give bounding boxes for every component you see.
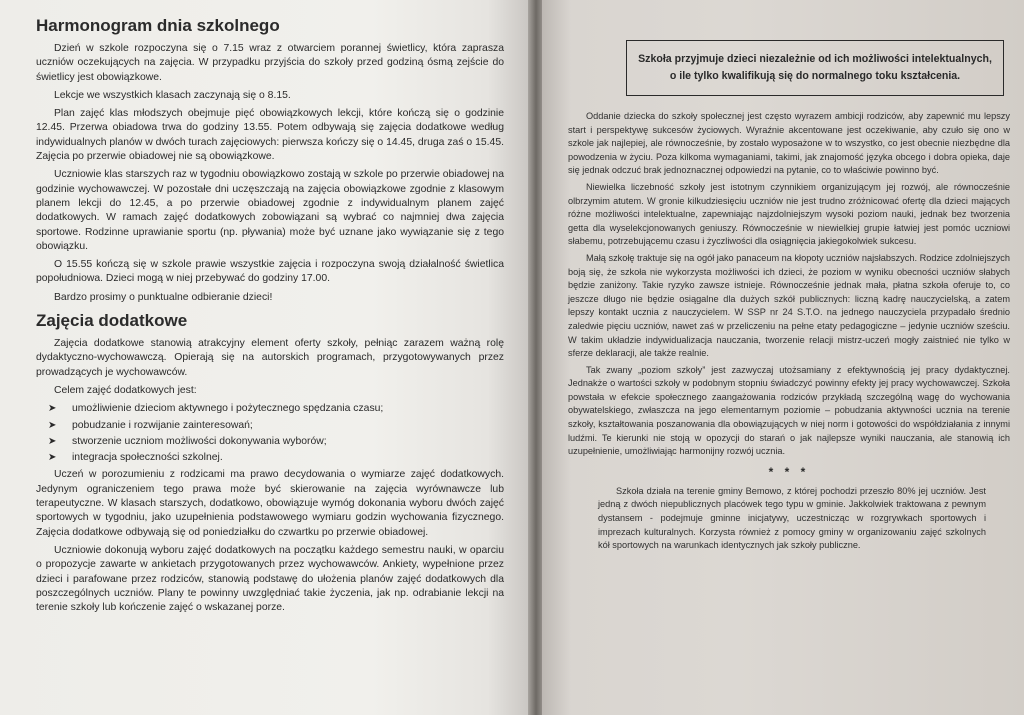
paragraph: Tak zwany „poziom szkoły” jest zazwyczaj utożsamiany z efektywnością jej pracy dydaktycznej. Jednakże o wartości szkoły w podobnym stopniu świadczyć powinny efekty jej pracy wychowawczej. Szkoła powstała w efekcie społecznego zaangażowania rodziców przykładą szczególną wagę do wychowania obywatelskiego, zwłaszcza na jego elementarnym poziomie – pobudzania aktywności ucznia na terenie szkoły, kształtowania poszanowania dla obowiązujących w niej norm i gotowości do współdziałania z innymi ludźmi. Te kierunki nie stoją w opozycji do starań o jak najlepsze wyniki nauczania, ale stanowią ich uzupełnienie, umożliwiając harmonijny rozwój ucznia. bbox=[568, 364, 1010, 457]
paragraph: Lekcje we wszystkich klasach zaczynają się o 8.15. bbox=[54, 89, 291, 101]
arrowhead-icon: ➤ bbox=[48, 452, 57, 464]
paragraph: Niewielka liczebność szkoły jest istotnym czynnikiem organizującym jej rozwój, ale równocześnie olbrzymim atutem. W gronie kilkudziesięciu uczniów nie jest trudno zróżnicować ofertę dla dzieci mających różne możliwości intelektualne, zapewniając najzdolniejszym wysoki poziom nauki, jednak bez tworzenia getta dla wyselekcjonowanych geniuszy. Równocześnie w niewielkiej grupie łatwiej jest pomóc uczniowi słabemu, potrzebującemu czasu i życzliwości dla osiągnięcia jakiegokolwiek sukcesu. bbox=[568, 181, 1010, 247]
paragraph: Szkoła działa na terenie gminy Bemowo, z której pochodzi przeszło 80% jej uczniów. Jest jedną z dwóch niepublicznych placówek tego typu w gminie. Jakkolwiek traktowana z pewnym dystansem - podejmuje gminne inicjatywy, uczestnicząc w rozgrywkach sportowych i imprezach kulturalnych. Korzysta również z pomocy gminy w organizowaniu zajęć szkolnych kół sportowych na warunkach identycznych jak szkoły publiczne. bbox=[598, 485, 986, 551]
paragraph: Małą szkołę traktuje się na ogół jako panaceum na kłopoty uczniów najsłabszych. Rodzice zdolniejszych boją się, że szkoła nie wykorzysta możliwości ich dzieci, że poziom w wyniku obecności uczniów słabych będzie zaniżony. Takie ryzyko zawsze istnieje. Równocześnie jednak mała, płatna szkoła oferuje to, co jeszcze długo nie będzie osiągalne dla dużych szkół publicznych: liczną kadrę nauczycielską, a zatem lepszy kontakt ucznia z nauczycielem. W SSP nr 24 S.T.O. na jednego nauczyciela przypadało średnio zaledwie pięciu uczniów, nawet zaś w przeliczeniu na pełne etaty pedagogiczne – jedynie uczniów sześciu. W takim układzie indywidualizacja nauczania, tworzenie relacji mistrz-uczeń mogły zaistnieć nie tylko w sferze deklaracji, ale także realnie. bbox=[568, 252, 1010, 359]
section-separator: * * * bbox=[768, 464, 810, 479]
paragraph: Uczniowie dokonują wyboru zajęć dodatkowych na początku każdego semestru nauki, w oparciu o propozycje zawarte w ankietach przygotowanych przez wychowawców. Ankiety, wypełnione przez dzieci i parafowane przez rodziców, stanowią podstawę do ułożenia planów zajęć dodatkowych dla poszczególnych uczniów. Plany te powinny uwzględniać takie życzenia, jak np. odrabianie lekcji na terenie szkoły lub kończenie zajęć o wskazanej porze. bbox=[36, 544, 504, 614]
list-item: ➤ umożliwienie dzieciom aktywnego i pożytecznego spędzania czasu; bbox=[36, 402, 504, 416]
arrowhead-icon: ➤ bbox=[48, 419, 57, 431]
list-item: ➤ stworzenie uczniom możliwości dokonywania wyborów; bbox=[36, 435, 504, 449]
right-page bbox=[542, 0, 1024, 715]
paragraph: Uczniowie klas starszych raz w tygodniu obowiązkowo zostają w szkole po przerwie obiadowej na godzinie wychowawczej. W pozostałe dni uczęszczają na zajęcia obowiązkowe zgodnie z klasowym planem lekcji do 12.45, a po przerwie obiadowej zgodnie z indywidualnym planem zajęć dodatkowych. W ramach zajęć dodatkowych zobowiązani są wybrać co najmniej dwa zajęcia sportowe. Rodzinne uprawianie sportu (np. pływania) może być uznane jako wywiązanie się z tego obowiązku. bbox=[36, 169, 504, 252]
paragraph: Uczeń w porozumieniu z rodzicami ma prawo decydowania o wymiarze zajęć dodatkowych. Jedynym ograniczeniem tego prawa może być skierowanie na zajęcia wyrównawcze lub terapeutyczne. W klasach starszych, dodatkowo, obowiązuje wymóg dokonania wyboru dwóch zajęć sportowych w tygodniu, jako uzupełnienia podstawowego wymiaru godzin wychowania fizycznego. Zajęcia dodatkowe odbywają się od poniedziałku do czwartku po przerwie obiadowej. bbox=[36, 469, 504, 538]
paragraph: Dzień w szkole rozpoczyna się o 7.15 wraz z otwarciem porannej świetlicy, która zaprasza uczniów oczekujących na zajęcia. W przypadku przyjścia do szkoły przed godziną ósmą zejście do świetlicy jest obowiązkowe. bbox=[36, 43, 504, 83]
section-heading-extracurricular: Zajęcia dodatkowe bbox=[36, 311, 188, 331]
paragraph: Oddanie dziecka do szkoły społecznej jest często wyrazem ambicji rodziców, aby zapewnić mu lepszy start i perspektywę sukcesów życiowych. Wyraźnie akcentowane jest oczekiwanie, aby czuło się ono w szkole jak najlepiej, ale równocześnie, by zostało wyposażone w to wszystko, co jest obecnie niezbędne dla powodzenia w życiu. Poza kilkoma wymaganiami, takimi, jak znajomość języka obcego i dobra opieka, daje się jednak odczuć brak jednoznacznej odpowiedzi na pytanie, co to właściwie powinno być. bbox=[568, 111, 1010, 176]
section-heading-schedule: Harmonogram dnia szkolnego bbox=[36, 16, 280, 35]
list-item: ➤ pobudzanie i rozwijanie zainteresowań; bbox=[36, 419, 504, 433]
arrowhead-icon: ➤ bbox=[48, 403, 57, 415]
goals-list bbox=[36, 402, 504, 465]
paragraph: O 15.55 kończą się w szkole prawie wszystkie zajęcia i rozpoczyna swoją działalność świetlica popołudniowa. Dzieci mogą w niej przebywać do godziny 17.00. bbox=[36, 259, 504, 285]
list-item: ➤ integracja społeczności szkolnej. bbox=[36, 451, 504, 465]
notice-line: Szkoła przyjmuje dzieci niezależnie od ich możliwości intelektualnych, bbox=[638, 53, 992, 65]
notice-line: o ile tylko kwalifikują się do normalnego toku kształcenia. bbox=[669, 70, 961, 82]
paragraph: Plan zajęć klas młodszych obejmuje pięć obowiązkowych lekcji, które kończą się o godzinie 12.45. Przerwa obiadowa trwa do godziny 13.55. Potem odbywają się zajęcia dodatkowe według indywidualnych planów w dwóch turach zajęciowych: pierwsza kończy się o 14.45, druga zaś o 15.45. Zajęcia po przerwie obiadowej nie są obowiązkowe. bbox=[36, 108, 504, 163]
paragraph: Bardzo prosimy o punktualne odbieranie dzieci! bbox=[54, 291, 273, 303]
paragraph: Zajęcia dodatkowe stanowią atrakcyjny element oferty szkoły, pełniąc zarazem ważną rolę dydaktyczno-wychowawczą. Opierają się na autorskich programach, przygotowywanych przez prowadzących je wychowawców. bbox=[36, 338, 504, 378]
arrowhead-icon: ➤ bbox=[48, 435, 57, 447]
goals-label: Celem zajęć dodatkowych jest: bbox=[54, 384, 197, 396]
admission-notice-box bbox=[626, 40, 1004, 96]
